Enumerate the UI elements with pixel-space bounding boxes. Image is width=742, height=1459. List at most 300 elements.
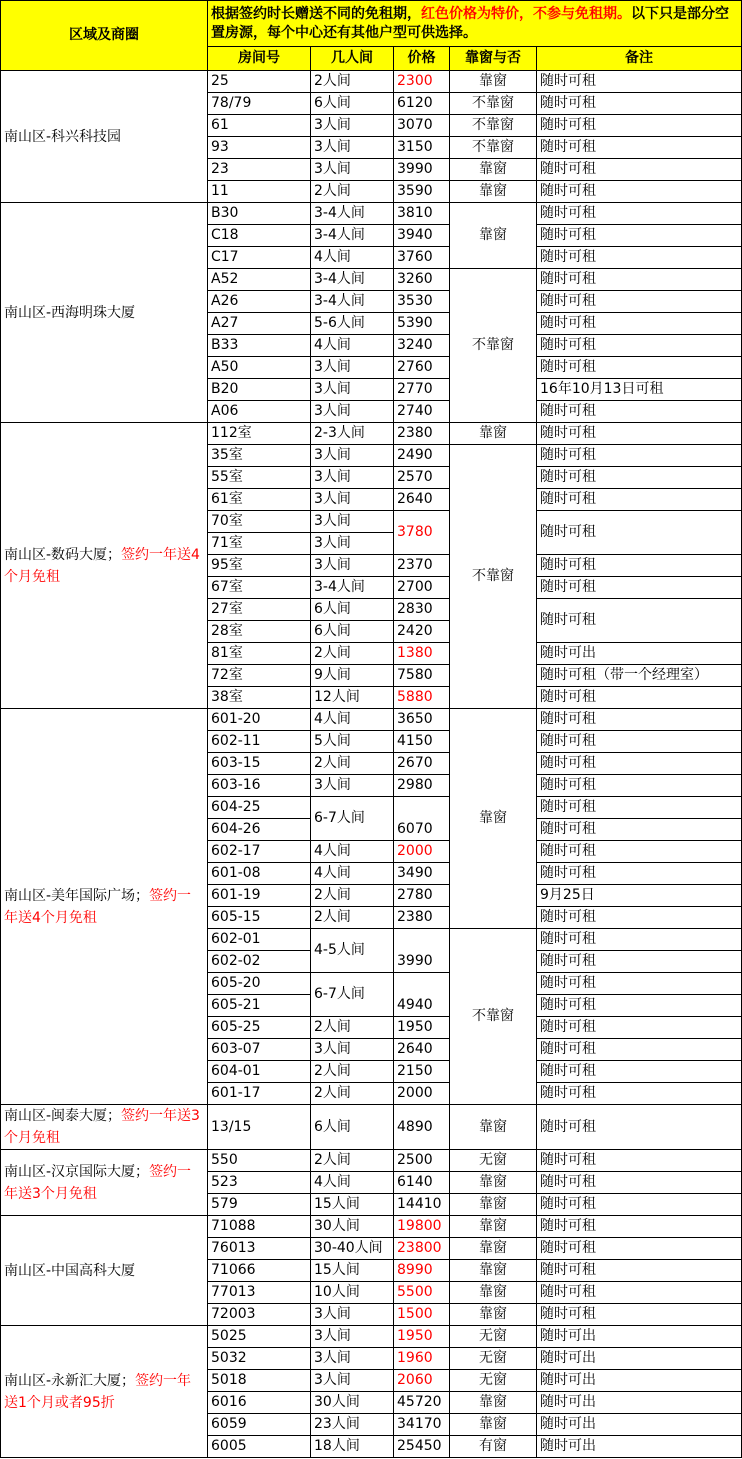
price-cell: 3780 [394,511,450,555]
remark-cell: 随时可出 [537,1348,742,1370]
price-cell: 2060 [394,1370,450,1392]
remark-cell: 随时可租 [537,137,742,159]
people-cell: 3人间 [311,467,394,489]
remark-cell: 随时可出 [537,643,742,665]
room-cell: 71088 [208,1216,311,1238]
people-cell: 3-4人间 [311,577,394,599]
window-cell: 无窗 [450,1348,537,1370]
area-cell [1,1326,208,1458]
room-cell: 601-20 [208,709,311,731]
remark-cell: 随时可出 [537,1370,742,1392]
room-cell: 550 [208,1150,311,1172]
room-cell: 604-25 [208,797,311,819]
room-cell: 13/15 [208,1105,311,1150]
room-cell: 93 [208,137,311,159]
price-cell: 2380 [394,907,450,929]
price-cell: 2370 [394,555,450,577]
area-name: 南山区-闽泰大厦； [4,1108,122,1124]
price-cell: 3990 [394,159,450,181]
remark-cell: 9月25日 [537,885,742,907]
people-cell: 6人间 [311,599,394,621]
remark-cell: 随时可租 [537,445,742,467]
remark-cell: 随时可租 [537,577,742,599]
area-name: 南山区-美年国际广场； [4,887,150,904]
area-name: 南山区-科兴科技园 [4,128,122,145]
area-promo: 签约一年送3个月免租 [4,1163,192,1202]
room-cell: 605-25 [208,1017,311,1039]
remark-cell: 随时可租 [537,511,742,555]
remark-cell: 随时可租 [537,291,742,313]
room-cell: A06 [208,401,311,423]
room-cell: 605-15 [208,907,311,929]
room-cell: A27 [208,313,311,335]
room-cell: B30 [208,203,311,225]
remark-cell: 随时可租 [537,709,742,731]
window-cell: 不靠窗 [450,269,537,423]
people-cell: 3-4人间 [311,269,394,291]
people-cell: 4人间 [311,841,394,863]
remark-cell: 随时可租 [537,1194,742,1216]
remark-cell: 随时可租 [537,203,742,225]
price-cell: 2700 [394,577,450,599]
price-cell: 2640 [394,1039,450,1061]
remark-cell: 随时可租 [537,401,742,423]
room-cell: 77013 [208,1282,311,1304]
price-column-header: 价格 [394,47,450,71]
room-cell: 5018 [208,1370,311,1392]
window-cell: 靠窗 [450,1282,537,1304]
price-cell: 2640 [394,489,450,511]
room-cell: 5032 [208,1348,311,1370]
price-cell: 3590 [394,181,450,203]
area-name: 南山区-中国高科大厦 [4,1262,136,1279]
table-row [1,1150,742,1172]
room-cell: 6016 [208,1392,311,1414]
remark-cell: 随时可租 [537,467,742,489]
people-cell: 4-5人间 [311,929,394,973]
listing-table-body [1,1,742,1458]
area-promo: 签约一年送4个月免租 [4,546,200,585]
people-cell: 30人间 [311,1216,394,1238]
remark-cell: 随时可租 [537,1260,742,1282]
area-promo: 签约一年送1个月或者95折 [4,1372,192,1411]
window-cell: 无窗 [450,1370,537,1392]
price-cell: 2670 [394,753,450,775]
people-cell: 12人间 [311,687,394,709]
people-cell: 3人间 [311,511,394,533]
room-cell: A52 [208,269,311,291]
people-cell: 2人间 [311,907,394,929]
room-cell: 605-20 [208,973,311,995]
window-cell: 靠窗 [450,181,537,203]
people-cell: 2人间 [311,1083,394,1105]
window-cell: 靠窗 [450,203,537,269]
room-cell: 72003 [208,1304,311,1326]
remark-cell: 随时可租 [537,907,742,929]
price-cell: 2380 [394,423,450,445]
table-row [1,203,742,225]
room-cell: 602-01 [208,929,311,951]
area-name: 南山区-永新汇大厦； [4,1372,136,1389]
price-cell: 19800 [394,1216,450,1238]
price-cell: 5500 [394,1282,450,1304]
window-cell: 无窗 [450,1326,537,1348]
remark-cell: 随时可租 [537,797,742,819]
remark-cell: 随时可租 [537,1282,742,1304]
room-cell: A26 [208,291,311,313]
people-cell: 3人间 [311,1348,394,1370]
price-cell: 4890 [394,1105,450,1150]
remark-cell: 随时可租 [537,159,742,181]
window-cell: 不靠窗 [450,115,537,137]
table-row [1,709,742,731]
remark-cell: 随时可租 [537,1172,742,1194]
remark-cell: 随时可租 [537,775,742,797]
remark-cell: 随时可租 [537,313,742,335]
people-cell: 10人间 [311,1282,394,1304]
people-cell: 3人间 [311,489,394,511]
remark-cell: 随时可租 [537,841,742,863]
people-cell: 3人间 [311,775,394,797]
table-row [1,71,742,93]
price-cell: 2980 [394,775,450,797]
window-cell: 不靠窗 [450,93,537,115]
room-cell: 604-01 [208,1061,311,1083]
people-cell: 3人间 [311,1304,394,1326]
people-cell: 2人间 [311,181,394,203]
remark-cell: 随时可租 [537,599,742,643]
area-name: 南山区-汉京国际大厦； [4,1163,150,1180]
people-cell: 4人间 [311,863,394,885]
room-cell: 603-16 [208,775,311,797]
remark-cell: 随时可租 [537,1238,742,1260]
remark-cell: 随时可租 [537,335,742,357]
people-cell: 3人间 [311,1370,394,1392]
people-cell: 23人间 [311,1414,394,1436]
people-cell: 30-40人间 [311,1238,394,1260]
people-cell: 2人间 [311,1150,394,1172]
room-cell: 5025 [208,1326,311,1348]
price-cell: 25450 [394,1436,450,1458]
price-cell: 1950 [394,1017,450,1039]
remark-cell: 随时可租 [537,1017,742,1039]
price-cell: 2000 [394,1083,450,1105]
price-cell: 5390 [394,313,450,335]
area-cell [1,1216,208,1326]
room-cell: 602-17 [208,841,311,863]
price-cell: 2780 [394,885,450,907]
area-cell [1,1105,208,1150]
price-cell: 1500 [394,1304,450,1326]
price-cell: 6140 [394,1172,450,1194]
room-cell: 67室 [208,577,311,599]
people-cell: 3人间 [311,1039,394,1061]
price-cell: 2830 [394,599,450,621]
price-cell: 4940 [394,973,450,1017]
price-cell: 4150 [394,731,450,753]
remark-cell: 随时可租 [537,1150,742,1172]
room-cell: 71066 [208,1260,311,1282]
room-cell: B33 [208,335,311,357]
remark-cell: 随时可租 [537,1105,742,1150]
price-cell: 2760 [394,357,450,379]
room-cell: 603-15 [208,753,311,775]
window-cell: 靠窗 [450,1238,537,1260]
room-cell: 95室 [208,555,311,577]
remark-cell: 随时可租 [537,929,742,951]
remark-cell: 随时可租 [537,687,742,709]
people-cell: 18人间 [311,1436,394,1458]
people-cell: 4人间 [311,335,394,357]
window-cell: 靠窗 [450,1194,537,1216]
people-cell: 2人间 [311,1017,394,1039]
people-cell: 3人间 [311,1326,394,1348]
room-cell: 28室 [208,621,311,643]
price-cell: 2420 [394,621,450,643]
window-cell: 靠窗 [450,709,537,929]
header-note [208,1,742,47]
table-row [1,1105,742,1150]
room-cell: 72室 [208,665,311,687]
people-cell: 6-7人间 [311,797,394,841]
room-cell: 61室 [208,489,311,511]
window-cell: 有窗 [450,1436,537,1458]
price-cell: 3490 [394,863,450,885]
price-cell: 3940 [394,225,450,247]
table-row [1,1216,742,1238]
window-cell: 靠窗 [450,1304,537,1326]
price-cell: 2150 [394,1061,450,1083]
people-cell: 3-4人间 [311,291,394,313]
room-cell: 35室 [208,445,311,467]
remark-cell: 随时可出 [537,1436,742,1458]
people-cell: 3-4人间 [311,203,394,225]
price-cell: 3260 [394,269,450,291]
remark-cell: 随时可租 [537,71,742,93]
room-cell: 76013 [208,1238,311,1260]
area-name: 南山区-数码大厦； [4,546,122,563]
remark-column-header: 备注 [537,47,742,71]
people-cell: 4人间 [311,247,394,269]
window-cell: 靠窗 [450,1392,537,1414]
room-cell: 38室 [208,687,311,709]
area-cell [1,709,208,1105]
window-cell: 靠窗 [450,1105,537,1150]
room-cell: 601-19 [208,885,311,907]
header-note-part3: 以下只是部分空置房源，每个中心还有其他户型可供选择。 [211,5,729,41]
area-cell [1,1150,208,1216]
room-cell: C17 [208,247,311,269]
window-cell: 不靠窗 [450,929,537,1105]
price-cell: 3810 [394,203,450,225]
price-cell: 2300 [394,71,450,93]
room-cell: 604-26 [208,819,311,841]
header-note-part2: 红色价格为特价，不参与免租期。 [421,5,631,22]
remark-cell: 随时可租 [537,181,742,203]
price-cell: 1950 [394,1326,450,1348]
remark-cell: 16年10月13日可租 [537,379,742,401]
room-cell: 602-02 [208,951,311,973]
window-cell: 靠窗 [450,159,537,181]
room-cell: 71室 [208,533,311,555]
room-cell: 603-07 [208,1039,311,1061]
price-cell: 1380 [394,643,450,665]
people-cell: 2人间 [311,753,394,775]
people-cell: 2人间 [311,885,394,907]
room-cell: 602-11 [208,731,311,753]
remark-cell: 随时可租 [537,951,742,973]
people-cell: 4人间 [311,709,394,731]
room-cell: A50 [208,357,311,379]
people-cell: 2人间 [311,71,394,93]
remark-cell: 随时可租 [537,819,742,841]
people-cell: 3人间 [311,159,394,181]
people-cell: 6人间 [311,621,394,643]
remark-cell: 随时可租 [537,357,742,379]
people-cell: 3人间 [311,401,394,423]
room-cell: 81室 [208,643,311,665]
room-cell: 78/79 [208,93,311,115]
room-cell: 112室 [208,423,311,445]
room-cell: 6059 [208,1414,311,1436]
room-cell: 61 [208,115,311,137]
room-cell: 70室 [208,511,311,533]
remark-cell: 随时可租 [537,753,742,775]
people-cell: 3人间 [311,379,394,401]
room-cell: C18 [208,225,311,247]
room-cell: 11 [208,181,311,203]
price-cell: 3650 [394,709,450,731]
remark-cell: 随时可租 [537,1083,742,1105]
area-promo: 签约一年送4个月免租 [4,887,192,926]
remark-cell: 随时可租 [537,555,742,577]
header-note-part1: 根据签约时长赠送不同的免租期， [211,5,421,22]
remark-cell: 随时可出 [537,1414,742,1436]
room-column-header: 房间号 [208,47,311,71]
price-cell: 34170 [394,1414,450,1436]
remark-cell: 随时可租 [537,1061,742,1083]
price-cell: 3070 [394,115,450,137]
window-column-header: 靠窗与否 [450,47,537,71]
price-cell: 5880 [394,687,450,709]
room-cell: 23 [208,159,311,181]
price-cell: 2770 [394,379,450,401]
people-cell: 2人间 [311,643,394,665]
price-cell: 8990 [394,1260,450,1282]
remark-cell: 随时可租（带一个经理室） [537,665,742,687]
area-cell [1,203,208,423]
people-cell: 3人间 [311,445,394,467]
window-cell: 靠窗 [450,1216,537,1238]
room-cell: B20 [208,379,311,401]
price-cell: 3530 [394,291,450,313]
people-column-header: 几人间 [311,47,394,71]
window-cell: 靠窗 [450,71,537,93]
people-cell: 15人间 [311,1260,394,1282]
people-cell: 6人间 [311,93,394,115]
area-name: 南山区-西海明珠大厦 [4,304,136,321]
remark-cell: 随时可租 [537,247,742,269]
window-cell: 无窗 [450,1150,537,1172]
price-cell: 3150 [394,137,450,159]
remark-cell: 随时可租 [537,269,742,291]
price-cell: 6120 [394,93,450,115]
window-cell: 不靠窗 [450,137,537,159]
remark-cell: 随时可租 [537,1039,742,1061]
people-cell: 3人间 [311,115,394,137]
price-cell: 6070 [394,797,450,841]
price-cell: 2500 [394,1150,450,1172]
people-cell: 15人间 [311,1194,394,1216]
table-row [1,423,742,445]
remark-cell: 随时可租 [537,863,742,885]
room-cell: 601-08 [208,863,311,885]
people-cell: 2-3人间 [311,423,394,445]
people-cell: 3人间 [311,555,394,577]
people-cell: 6-7人间 [311,973,394,1017]
people-cell: 5人间 [311,731,394,753]
remark-cell: 随时可租 [537,93,742,115]
room-cell: 55室 [208,467,311,489]
remark-cell: 随时可租 [537,995,742,1017]
area-cell [1,423,208,709]
remark-cell: 随时可出 [537,1392,742,1414]
area-column-header: 区域及商圈 [1,1,208,71]
room-cell: 605-21 [208,995,311,1017]
price-cell: 14410 [394,1194,450,1216]
price-cell: 3760 [394,247,450,269]
people-cell: 5-6人间 [311,313,394,335]
room-cell: 579 [208,1194,311,1216]
price-cell: 2740 [394,401,450,423]
price-cell: 3990 [394,929,450,973]
header-note-row [1,1,742,47]
table-row [1,1326,742,1348]
price-cell: 2570 [394,467,450,489]
people-cell: 6人间 [311,1105,394,1150]
room-cell: 27室 [208,599,311,621]
price-cell: 7580 [394,665,450,687]
remark-cell: 随时可租 [537,115,742,137]
people-cell: 2人间 [311,1061,394,1083]
area-promo: 签约一年送3个月免租 [4,1108,200,1146]
price-cell: 45720 [394,1392,450,1414]
remark-cell: 随时可租 [537,423,742,445]
price-cell: 23800 [394,1238,450,1260]
remark-cell: 随时可租 [537,1216,742,1238]
room-cell: 25 [208,71,311,93]
remark-cell: 随时可出 [537,1326,742,1348]
remark-cell: 随时可租 [537,489,742,511]
room-cell: 523 [208,1172,311,1194]
remark-cell: 随时可租 [537,731,742,753]
room-cell: 601-17 [208,1083,311,1105]
people-cell: 3人间 [311,357,394,379]
window-cell: 靠窗 [450,423,537,445]
people-cell: 9人间 [311,665,394,687]
price-cell: 2490 [394,445,450,467]
remark-cell: 随时可租 [537,225,742,247]
room-cell: 6005 [208,1436,311,1458]
people-cell: 3-4人间 [311,225,394,247]
area-cell [1,71,208,203]
window-cell: 靠窗 [450,1260,537,1282]
remark-cell: 随时可租 [537,973,742,995]
people-cell: 3人间 [311,533,394,555]
price-cell: 3240 [394,335,450,357]
price-cell: 2000 [394,841,450,863]
people-cell: 30人间 [311,1392,394,1414]
